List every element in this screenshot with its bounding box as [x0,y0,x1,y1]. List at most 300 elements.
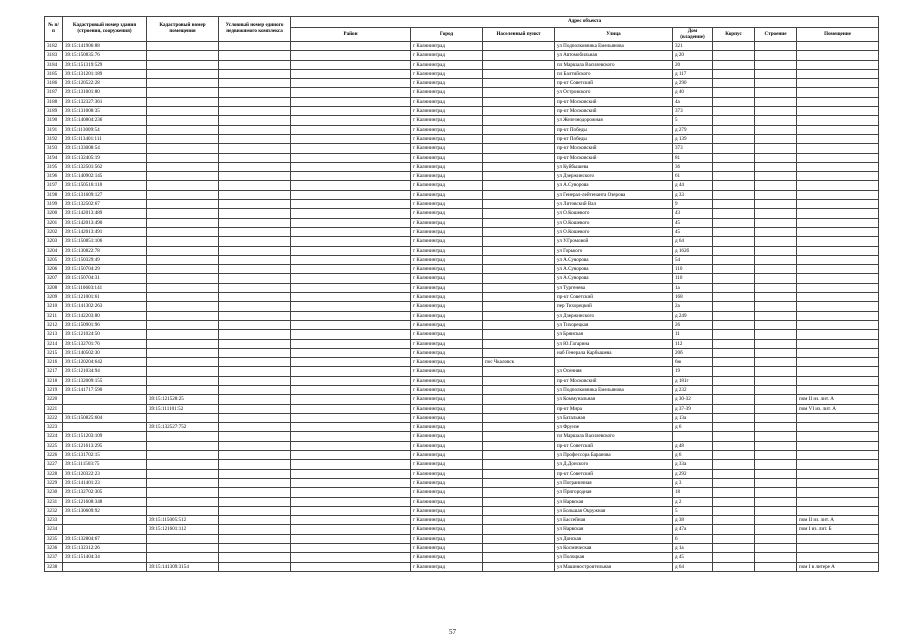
conditional-number-cell [219,227,291,236]
room-cadastral-cell [147,544,219,553]
district-cell [291,51,411,60]
settlement-cell [483,413,555,422]
table-row [45,423,879,432]
city-cell: г Калининград [411,534,483,543]
street-cell: ул Пригородная [555,488,673,497]
conditional-number-cell [219,330,291,339]
house-cell: 112 [673,339,713,348]
house-cell: 5 [673,506,713,515]
street-cell: ул О.Кошевого [555,218,673,227]
pomeshchenie-cell: пом VI из. лит. А [797,404,879,413]
street-cell: ул Д.Донского [555,460,673,469]
conditional-number-cell [219,395,291,404]
num-cell: 3232 [45,506,63,515]
district-cell [291,376,411,385]
street-cell: ул Осенняя [555,367,673,376]
pomeshchenie-cell [797,116,879,125]
pomeshchenie-cell [797,506,879,515]
settlement-cell [483,172,555,181]
street-cell: ул Железнодорожная [555,116,673,125]
street-cell: ул А.Суворова [555,181,673,190]
conditional-number-cell [219,144,291,153]
registry-table [44,16,879,572]
stroenie-cell [755,274,797,283]
pomeshchenie-cell [797,478,879,487]
room-cadastral-cell [147,69,219,78]
room-cadastral-cell [147,385,219,394]
pomeshchenie-cell [797,544,879,553]
pomeshchenie-cell [797,172,879,181]
header-num: № п/п [45,17,63,42]
table-row [45,79,879,88]
building-cadastral-cell: 39:15:132327:361 [63,97,147,106]
stroenie-cell [755,478,797,487]
table-row [45,413,879,422]
num-cell: 3221 [45,404,63,413]
settlement-cell [483,190,555,199]
korpus-cell [713,413,755,422]
room-cadastral-cell [147,116,219,125]
stroenie-cell [755,116,797,125]
korpus-cell [713,144,755,153]
street-cell: пр-кт Московский [555,144,673,153]
room-cadastral-cell [147,274,219,283]
room-cadastral-cell [147,376,219,385]
house-cell: д 1а [673,544,713,553]
settlement-cell [483,79,555,88]
header-address-group: Адрес объекта [291,17,879,28]
district-cell [291,134,411,143]
room-cadastral-cell [147,302,219,311]
house-cell: 110 [673,274,713,283]
house-cell: д 45 [673,553,713,562]
num-cell: 3200 [45,209,63,218]
num-cell: 3233 [45,516,63,525]
street-cell: ул Островского [555,88,673,97]
pomeshchenie-cell [797,441,879,450]
pomeshchenie-cell [797,209,879,218]
table-row [45,395,879,404]
street-cell: ул Нарвская [555,497,673,506]
table-row [45,153,879,162]
num-cell: 3195 [45,162,63,171]
district-cell [291,200,411,209]
street-cell: ул А.Суворова [555,255,673,264]
street-cell: ул О.Кошевого [555,227,673,236]
street-cell: пл Маршала Василевского [555,432,673,441]
num-cell: 3198 [45,190,63,199]
district-cell [291,125,411,134]
district-cell [291,181,411,190]
room-cadastral-cell [147,283,219,292]
num-cell: 3219 [45,385,63,394]
building-cadastral-cell: 39:15:150901:96 [63,320,147,329]
table-row [45,534,879,543]
room-cadastral-cell [147,432,219,441]
table-row [45,497,879,506]
num-cell: 3189 [45,107,63,116]
street-cell: ул Литовский Вал [555,200,673,209]
house-cell: 6ю [673,358,713,367]
house-cell: д 117 [673,69,713,78]
city-cell: г Калининград [411,432,483,441]
pomeshchenie-cell [797,200,879,209]
district-cell [291,385,411,394]
room-cadastral-cell: 39:15:132527:752 [147,423,219,432]
conditional-number-cell [219,339,291,348]
conditional-number-cell [219,413,291,422]
korpus-cell [713,293,755,302]
korpus-cell [713,246,755,255]
settlement-cell [483,506,555,515]
room-cadastral-cell [147,460,219,469]
building-cadastral-cell: 39:15:150329:49 [63,255,147,264]
district-cell [291,441,411,450]
num-cell: 3186 [45,79,63,88]
conditional-number-cell [219,460,291,469]
district-cell [291,451,411,460]
house-cell: д 30-32 [673,395,713,404]
table-row [45,562,879,571]
city-cell: г Калининград [411,144,483,153]
stroenie-cell [755,302,797,311]
house-cell: 11 [673,330,713,339]
building-cadastral-cell: 39:15:121001:61 [63,293,147,302]
building-cadastral-cell: 39:15:151319:529 [63,60,147,69]
conditional-number-cell [219,525,291,534]
pomeshchenie-cell [797,97,879,106]
city-cell: г Калининград [411,469,483,478]
room-cadastral-cell [147,478,219,487]
city-cell: г Калининград [411,451,483,460]
street-cell: ул Дзержинского [555,172,673,181]
room-cadastral-cell [147,330,219,339]
house-cell: 20 [673,60,713,69]
street-cell: ул Генерал-лейтенанта Озерова [555,190,673,199]
table-row [45,69,879,78]
settlement-cell [483,339,555,348]
city-cell: г Калининград [411,60,483,69]
room-cadastral-cell [147,125,219,134]
stroenie-cell [755,107,797,116]
room-cadastral-cell [147,181,219,190]
korpus-cell [713,255,755,264]
num-cell: 3203 [45,237,63,246]
house-cell: 373 [673,107,713,116]
street-cell: ул Тихорецкая [555,320,673,329]
building-cadastral-cell: 39:15:142013:490 [63,218,147,227]
room-cadastral-cell [147,358,219,367]
street-cell [555,358,673,367]
conditional-number-cell [219,69,291,78]
house-cell: 26 [673,320,713,329]
settlement-cell [483,516,555,525]
settlement-cell [483,237,555,246]
building-cadastral-cell: 39:15:132502:67 [63,200,147,209]
settlement-cell [483,385,555,394]
conditional-number-cell [219,562,291,571]
street-cell: ул Большая Окружная [555,506,673,515]
pomeshchenie-cell [797,469,879,478]
conditional-number-cell [219,107,291,116]
house-cell: д 64 [673,562,713,571]
table-header [45,17,879,42]
pomeshchenie-cell [797,79,879,88]
district-cell [291,553,411,562]
num-cell: 3237 [45,553,63,562]
num-cell: 3230 [45,488,63,497]
pomeshchenie-cell [797,293,879,302]
table-row [45,320,879,329]
street-cell: пер Тихорецкий [555,302,673,311]
stroenie-cell [755,293,797,302]
pomeshchenie-cell [797,451,879,460]
table-row [45,88,879,97]
house-cell: 81 [673,153,713,162]
street-cell: ул Машиностроительная [555,562,673,571]
korpus-cell [713,162,755,171]
building-cadastral-cell [63,423,147,432]
city-cell: г Калининград [411,153,483,162]
room-cadastral-cell [147,497,219,506]
house-cell: д 13а [673,413,713,422]
building-cadastral-cell [63,562,147,571]
num-cell: 3226 [45,451,63,460]
korpus-cell [713,69,755,78]
room-cadastral-cell [147,227,219,236]
building-cadastral-cell: 39:15:150704:29 [63,265,147,274]
header-korpus: Корпус [713,28,755,42]
korpus-cell [713,330,755,339]
building-cadastral-cell: 39:15:132702:305 [63,488,147,497]
house-cell: 45 [673,218,713,227]
stroenie-cell [755,367,797,376]
room-cadastral-cell [147,488,219,497]
street-cell: пр-кт Советский [555,469,673,478]
num-cell: 3199 [45,200,63,209]
district-cell [291,190,411,199]
table-row [45,60,879,69]
city-cell: г Калининград [411,181,483,190]
pomeshchenie-cell [797,42,879,51]
stroenie-cell [755,227,797,236]
district-cell [291,116,411,125]
settlement-cell [483,441,555,450]
city-cell: г Калининград [411,376,483,385]
house-cell: 321 [673,42,713,51]
building-cadastral-cell: 39:15:130822:78 [63,246,147,255]
table-row [45,218,879,227]
conditional-number-cell [219,302,291,311]
street-cell: ул Дзержинского [555,311,673,320]
conditional-number-cell [219,200,291,209]
settlement-cell [483,209,555,218]
pomeshchenie-cell [797,348,879,357]
num-cell: 3209 [45,293,63,302]
stroenie-cell [755,358,797,367]
pomeshchenie-cell [797,358,879,367]
num-cell: 3234 [45,525,63,534]
district-cell [291,423,411,432]
korpus-cell [713,200,755,209]
num-cell: 3192 [45,134,63,143]
stroenie-cell [755,172,797,181]
stroenie-cell [755,265,797,274]
settlement-cell [483,88,555,97]
street-cell: ул Брянская [555,330,673,339]
num-cell: 3211 [45,311,63,320]
city-cell: г Калининград [411,246,483,255]
room-cadastral-cell [147,144,219,153]
stroenie-cell [755,562,797,571]
num-cell: 3215 [45,348,63,357]
street-cell: пр-кт Победы [555,134,673,143]
table-row [45,506,879,515]
house-cell: 54 [673,255,713,264]
street-cell: ул Подполковника Емельянова [555,385,673,394]
city-cell: г Калининград [411,367,483,376]
house-cell: д 2 [673,497,713,506]
district-cell [291,237,411,246]
pomeshchenie-cell: пом II из. лит. А [797,516,879,525]
header-street: Улица [555,28,673,42]
stroenie-cell [755,534,797,543]
room-cadastral-cell [147,97,219,106]
settlement-cell [483,330,555,339]
stroenie-cell [755,348,797,357]
district-cell [291,97,411,106]
room-cadastral-cell [147,246,219,255]
stroenie-cell [755,544,797,553]
pomeshchenie-cell: пом II из. лит. А [797,395,879,404]
stroenie-cell [755,190,797,199]
num-cell: 3206 [45,265,63,274]
building-cadastral-cell: 39:15:131008:35 [63,107,147,116]
table-row [45,181,879,190]
pomeshchenie-cell [797,283,879,292]
district-cell [291,227,411,236]
stroenie-cell [755,153,797,162]
district-cell [291,488,411,497]
building-cadastral-cell: 39:15:141401:23 [63,478,147,487]
district-cell [291,320,411,329]
building-cadastral-cell: 39:15:131201:189 [63,69,147,78]
settlement-cell [483,200,555,209]
conditional-number-cell [219,181,291,190]
district-cell [291,69,411,78]
street-cell: ул Пограничная [555,478,673,487]
table-row [45,274,879,283]
conditional-number-cell [219,478,291,487]
settlement-cell [483,227,555,236]
conditional-number-cell [219,534,291,543]
city-cell: г Калининград [411,413,483,422]
house-cell: д 6 [673,423,713,432]
pomeshchenie-cell [797,88,879,97]
room-cadastral-cell [147,506,219,515]
district-cell [291,432,411,441]
conditional-number-cell [219,441,291,450]
korpus-cell [713,237,755,246]
street-cell: пр-кт Советский [555,79,673,88]
settlement-cell [483,51,555,60]
building-cadastral-cell: 39:15:131001:80 [63,88,147,97]
table-row [45,385,879,394]
conditional-number-cell [219,255,291,264]
pomeshchenie-cell [797,218,879,227]
header-house: Дом (владение) [673,28,713,42]
num-cell: 3224 [45,432,63,441]
korpus-cell [713,460,755,469]
settlement-cell [483,348,555,357]
stroenie-cell [755,125,797,134]
city-cell: г Калининград [411,274,483,283]
num-cell: 3196 [45,172,63,181]
table-row [45,432,879,441]
conditional-number-cell [219,134,291,143]
table-row [45,460,879,469]
korpus-cell [713,60,755,69]
room-cadastral-cell [147,413,219,422]
stroenie-cell [755,200,797,209]
table-row [45,367,879,376]
korpus-cell [713,358,755,367]
settlement-cell [483,395,555,404]
stroenie-cell [755,246,797,255]
room-cadastral-cell [147,79,219,88]
city-cell: г Калининград [411,460,483,469]
room-cadastral-cell: 39:15:115005:512 [147,516,219,525]
room-cadastral-cell: 39:15:141309:3154 [147,562,219,571]
building-cadastral-cell: 39:15:141906:88 [63,42,147,51]
korpus-cell [713,385,755,394]
conditional-number-cell [219,506,291,515]
pomeshchenie-cell [797,423,879,432]
table-row [45,265,879,274]
pomeshchenie-cell [797,190,879,199]
stroenie-cell [755,451,797,460]
korpus-cell [713,274,755,283]
stroenie-cell [755,237,797,246]
room-cadastral-cell [147,469,219,478]
stroenie-cell [755,283,797,292]
pomeshchenie-cell [797,153,879,162]
stroenie-cell [755,181,797,190]
house-cell: 18 [673,488,713,497]
table-row [45,125,879,134]
district-cell [291,330,411,339]
pomeshchenie-cell [797,311,879,320]
house-cell: 61 [673,172,713,181]
settlement-cell [483,69,555,78]
street-cell: ул Коммунальная [555,395,673,404]
pomeshchenie-cell [797,385,879,394]
room-cadastral-cell [147,534,219,543]
settlement-cell [483,302,555,311]
house-cell: д 20 [673,51,713,60]
pomeshchenie-cell [797,134,879,143]
stroenie-cell [755,320,797,329]
city-cell: г Калининград [411,395,483,404]
city-cell: г Калининград [411,162,483,171]
district-cell [291,60,411,69]
pomeshchenie-cell [797,69,879,78]
korpus-cell [713,88,755,97]
room-cadastral-cell [147,42,219,51]
house-cell: д 279 [673,125,713,134]
pomeshchenie-cell [797,265,879,274]
conditional-number-cell [219,367,291,376]
